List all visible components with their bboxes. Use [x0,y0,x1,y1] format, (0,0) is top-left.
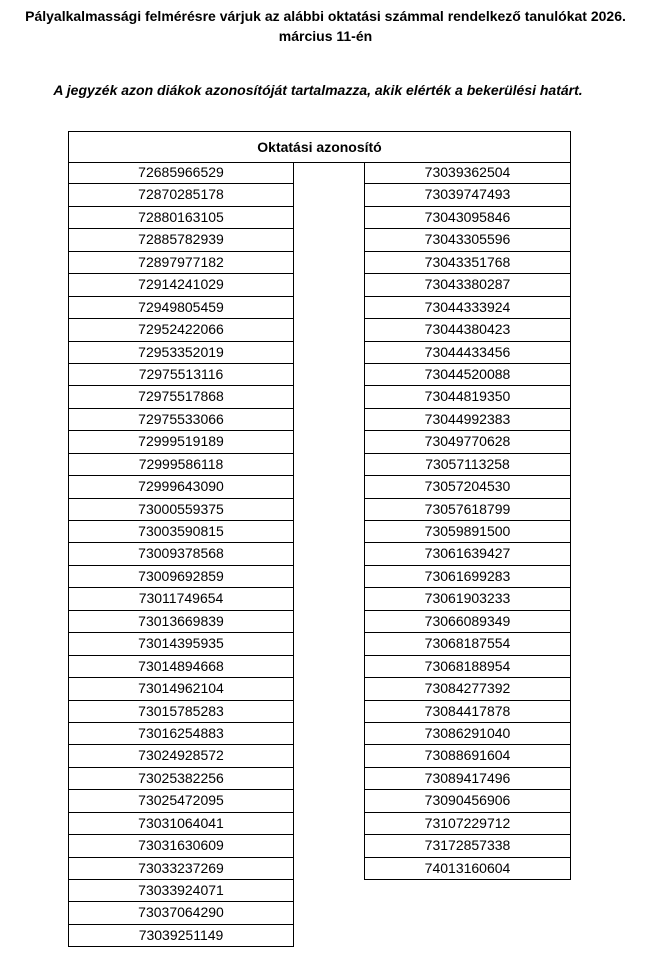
id-cell: 73068187554 [364,633,571,655]
id-cell: 72880163105 [68,207,294,229]
id-cell: 73014395935 [68,633,294,655]
title-line-1: Pályalkalmassági felmérésre várjuk az alábbi oktatási számmal rendelkező tanulókat 2026. [25,8,626,24]
id-cell: 73043095846 [364,207,571,229]
id-cell: 73044380423 [364,319,571,341]
id-cell: 73049770628 [364,431,571,453]
id-cell: 73039747493 [364,184,571,206]
id-cell: 74013160604 [364,858,571,880]
id-cell: 73044520088 [364,364,571,386]
id-cell: 73033924071 [68,880,294,902]
id-cell: 72870285178 [68,184,294,206]
id-list-left [68,162,294,947]
id-cell: 73057204530 [364,476,571,498]
id-cell: 73068188954 [364,656,571,678]
id-cell: 73061639427 [364,543,571,565]
id-cell: 72952422066 [68,319,294,341]
title-line-2: március 11-én [278,28,373,44]
id-cell: 73011749654 [68,588,294,610]
id-cell: 72975533066 [68,409,294,431]
id-cell: 73025382256 [68,768,294,790]
id-cell: 73172857338 [364,835,571,857]
id-cell: 73024928572 [68,745,294,767]
id-cell: 73043351768 [364,252,571,274]
id-cell: 72914241029 [68,274,294,296]
id-cell: 73044819350 [364,386,571,408]
page-title [0,6,651,46]
id-cell: 73084417878 [364,701,571,723]
id-cell: 73015785283 [68,701,294,723]
id-cell: 73084277392 [364,678,571,700]
id-cell: 73009692859 [68,566,294,588]
id-cell: 73088691604 [364,745,571,767]
id-cell: 73057618799 [364,499,571,521]
id-cell: 72999643090 [68,476,294,498]
id-cell: 73043305596 [364,229,571,251]
id-cell: 73066089349 [364,611,571,633]
id-list-right [364,162,571,880]
id-cell: 73000559375 [68,499,294,521]
id-cell: 73013669839 [68,611,294,633]
id-cell: 72999586118 [68,454,294,476]
id-cell: 73086291040 [364,723,571,745]
table-column-header: Oktatási azonosító [68,131,571,163]
id-cell: 72975517868 [68,386,294,408]
id-cell: 73033237269 [68,858,294,880]
id-cell: 72685966529 [68,162,294,184]
id-cell: 73014962104 [68,678,294,700]
id-cell: 72999519189 [68,431,294,453]
id-cell: 73031630609 [68,835,294,857]
id-cell: 73003590815 [68,521,294,543]
id-cell: 73061699283 [364,566,571,588]
id-cell: 72975513116 [68,364,294,386]
id-cell: 72885782939 [68,229,294,251]
page-subtitle: A jegyzék azon diákok azonosítóját tartalmazza, akik elérték a bekerülési határt. [53,82,583,98]
id-cell: 72949805459 [68,297,294,319]
id-cell: 73009378568 [68,543,294,565]
id-cell: 73057113258 [364,454,571,476]
id-cell: 73014894668 [68,656,294,678]
id-cell: 73061903233 [364,588,571,610]
id-cell: 72897977182 [68,252,294,274]
id-cell: 73089417496 [364,768,571,790]
id-cell: 73059891500 [364,521,571,543]
id-cell: 73016254883 [68,723,294,745]
id-cell: 73090456906 [364,790,571,812]
id-cell: 73044433456 [364,342,571,364]
id-cell: 73037064290 [68,902,294,924]
id-cell: 72953352019 [68,342,294,364]
id-cell: 73043380287 [364,274,571,296]
id-cell: 73031064041 [68,813,294,835]
id-cell: 73044992383 [364,409,571,431]
id-cell: 73025472095 [68,790,294,812]
id-cell: 73044333924 [364,297,571,319]
id-cell: 73107229712 [364,813,571,835]
id-cell: 73039362504 [364,162,571,184]
id-cell: 73039251149 [68,925,294,947]
